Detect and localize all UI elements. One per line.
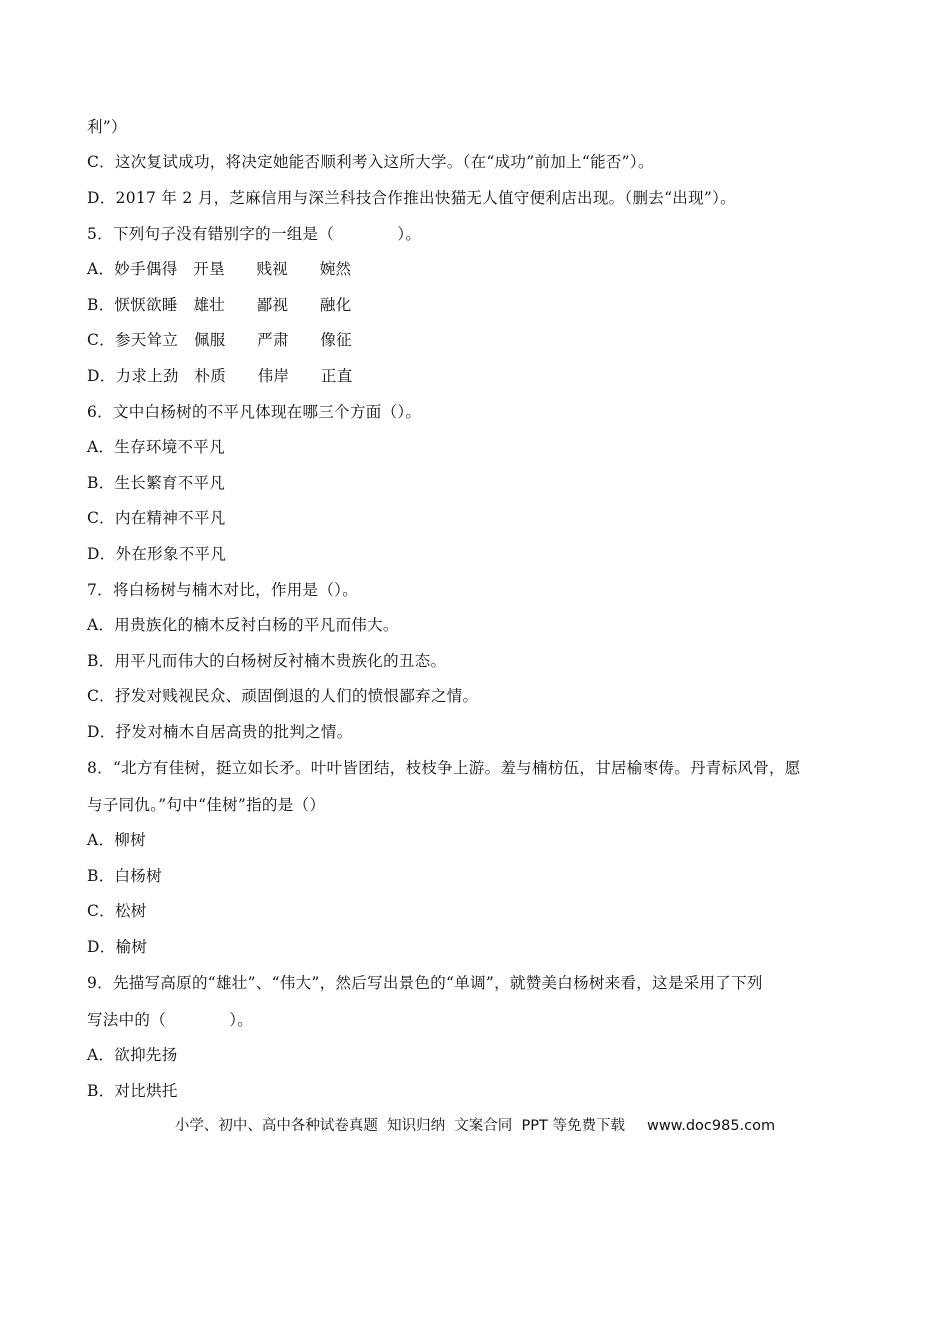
text-line: A．生存环境不平凡: [87, 438, 225, 456]
text-line: A．妙手偶得 开垦 贱视 婉然: [87, 260, 352, 278]
footer-text: 小学、初中、高中各种试卷真题 知识归纳 文案合同 PPT 等免费下载: [174, 1118, 625, 1134]
text-line: 写法中的（ ）。: [87, 1011, 254, 1029]
text-line: 6．文中白杨树的不平凡体现在哪三个方面（）。: [87, 403, 422, 421]
text-line: B．恹恹欲睡 雄壮 鄙视 融化: [87, 296, 352, 314]
text-line: D．抒发对楠木自居高贵的批判之情。: [87, 723, 353, 741]
text-line: C．松树: [87, 902, 147, 920]
text-line: 利”）: [87, 118, 127, 136]
text-line: D．2017 年 2 月，芝麻信用与深兰科技合作推出快猫无人值守便利店出现。（删去“出现”）。: [87, 189, 736, 207]
footer-url: www.doc985.com: [646, 1118, 776, 1134]
text-line: 与子同仇。”句中“佳树”指的是（）: [87, 796, 326, 814]
text-line: 7．将白杨树与楠木对比，作用是（）。: [87, 581, 359, 599]
text-line: 9．先描写高原的“雄壮”、“伟大”，然后写出景色的“单调”，就赞美白杨树来看，这是采用了下列: [87, 974, 763, 992]
text-line: B．白杨树: [87, 867, 162, 885]
text-line: D．外在形象不平凡: [87, 545, 227, 563]
text-line: 8．“北方有佳树，挺立如长矛。叶叶皆团结，枝枝争上游。羞与楠枋伍，甘居榆枣俦。丹青标风骨，愿: [87, 759, 801, 777]
text-line: A．柳树: [87, 831, 146, 849]
text-line: D．榆树: [87, 938, 148, 956]
text-line: 5．下列句子没有错别字的一组是（ ）。: [87, 225, 422, 243]
text-line: C．这次复试成功，将决定她能否顺利考入这所大学。（在“成功”前加上“能否”）。: [87, 153, 654, 171]
text-line: C．内在精神不平凡: [87, 509, 226, 527]
text-line: A．用贵族化的楠木反衬白杨的平凡而伟大。: [87, 616, 399, 634]
text-line: A．欲抑先扬: [87, 1046, 178, 1064]
text-line: D．力求上劲 朴质 伟岸 正直: [87, 367, 353, 385]
text-line: C．参天耸立 佩服 严肃 像征: [87, 331, 352, 349]
text-line: B．对比烘托: [87, 1082, 178, 1100]
text-line: B．生长繁育不平凡: [87, 474, 226, 492]
page-footer: [0, 1114, 950, 1135]
text-line: C．抒发对贱视民众、顽固倒退的人们的愤恨鄙弃之情。: [87, 687, 479, 705]
text-line: B．用平凡而伟大的白杨树反衬楠木贵族化的丑态。: [87, 652, 447, 670]
